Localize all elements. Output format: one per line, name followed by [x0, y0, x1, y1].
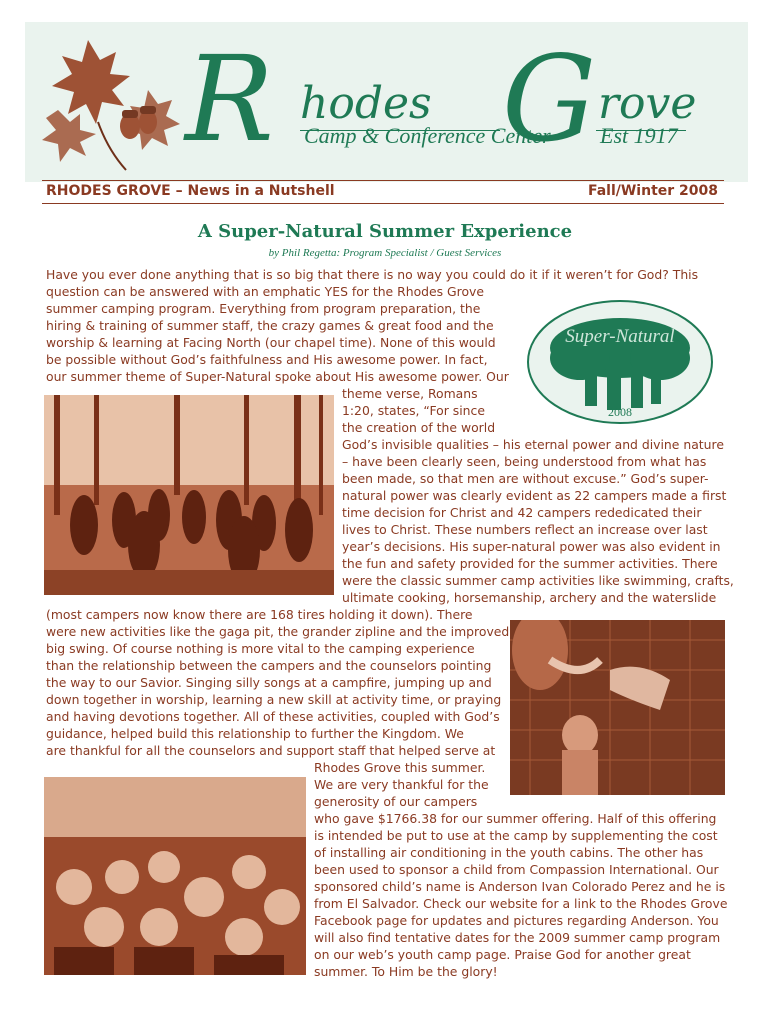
- para1-full: [46, 266, 736, 283]
- logo-year: 2008: [608, 405, 632, 419]
- newsbar-issue: Fall/Winter 2008: [587, 183, 718, 199]
- text-line: of installing air conditioning in the youth cabins. The other has: [314, 845, 704, 860]
- text-line: the creation of the world: [342, 420, 496, 435]
- text-line: Have you ever done anything that is so big that there is no way you could do it if it weren’t for God? This: [46, 267, 699, 282]
- text-line: lives to Christ. These numbers reflect an increase over last: [342, 522, 708, 537]
- text-line: 1:20, states, “For since: [342, 403, 485, 418]
- text-line: guidance, helped build this relationship to further the Kingdom. We: [46, 726, 464, 741]
- masthead-established: Est 1917: [600, 123, 678, 148]
- text-line: Rhodes Grove this summer.: [314, 760, 486, 775]
- text-line: year’s decisions. His super-natural power was also evident in: [342, 539, 721, 554]
- newsbar-bottom-rule: [42, 203, 724, 204]
- para1-left: [46, 283, 516, 385]
- text-line: hiring & training of summer staff, the crazy games & great food and the: [46, 318, 494, 333]
- para2-narrow: [314, 759, 504, 810]
- logo-text: Super-Natural: [565, 326, 675, 347]
- text-line: – have been clearly seen, being understood from what has: [342, 454, 707, 469]
- text-line: theme verse, Romans: [342, 386, 478, 401]
- oak-leaf-acorn-icon: [38, 30, 188, 180]
- text-line: worship & learning at Facing North (our chapel time). None of this would: [46, 335, 496, 350]
- para1-narrow: [342, 385, 512, 436]
- text-line: the way to our Savior. Singing silly songs at a campfire, jumping up and: [46, 675, 492, 690]
- masthead-rove: rove: [598, 78, 697, 129]
- text-line: question can be answered with an emphatic YES for the Rhodes Grove: [46, 284, 485, 299]
- text-line: time decision for Christ and 42 campers rededicated their: [342, 505, 702, 520]
- article-headline: A Super-Natural Summer Experience: [197, 221, 573, 242]
- newsbar-title: RHODES GROVE – News in a Nutshell: [46, 183, 335, 199]
- text-line: the fun and safety provided for the summer activities. There: [342, 556, 718, 571]
- masthead-r-letter: R: [185, 30, 274, 168]
- newsbar-top-rule: [42, 180, 724, 181]
- text-line: God’s invisible qualities – his eternal power and divine nature: [342, 437, 724, 452]
- text-line: and having devotions together. All of these activities, coupled with God’s: [46, 709, 500, 724]
- para1-right: [342, 436, 742, 606]
- text-line: sponsored child’s name is Anderson Ivan Colorado Perez and he is: [314, 879, 726, 894]
- para2-left: [46, 606, 510, 759]
- text-line: than the relationship between the campers and the counselors pointing: [46, 658, 492, 673]
- text-line: down together in worship, learning a new skill at activity time, or praying: [46, 692, 502, 707]
- text-line: from El Salvador. Check our website for a link to the Rhodes Grove: [314, 896, 728, 911]
- text-line: summer. To Him be the glory!: [314, 964, 498, 979]
- text-line: been used to sponsor a child from Compassion International. Our: [314, 862, 719, 877]
- masthead-hodes: hodes: [300, 78, 432, 129]
- text-line: summer camping program. Everything from program preparation, the: [46, 301, 481, 316]
- worship-crowd-photo: [44, 395, 334, 595]
- text-line: (most campers now know there are 168 tires holding it down). There: [46, 607, 473, 622]
- text-line: natural power was clearly evident as 22 campers made a first: [342, 488, 727, 503]
- text-line: We are very thankful for the: [314, 777, 489, 792]
- text-line: who gave $1766.38 for our summer offering. Half of this offering: [314, 811, 717, 826]
- campers-group-photo: [44, 777, 306, 975]
- text-line: be possible without God’s faithfulness and His awesome power. In fact,: [46, 352, 488, 367]
- text-line: on our web’s youth camp page. Praise God for another great: [314, 947, 691, 962]
- text-line: generosity of our campers: [314, 794, 478, 809]
- super-natural-logo: [525, 298, 715, 426]
- text-line: been made, so that men are without excuse.” God’s super-: [342, 471, 709, 486]
- para2-right: [314, 810, 734, 980]
- text-line: is intended be put to use at the camp by supplementing the cost: [314, 828, 718, 843]
- text-line: were new activities like the gaga pit, the grander zipline and the improved: [46, 624, 510, 639]
- text-line: big swing. Of course nothing is more vital to the camping experience: [46, 641, 475, 656]
- established-rule: [596, 130, 686, 131]
- text-line: are thankful for all the counselors and support staff that helped serve at: [46, 743, 496, 758]
- text-line: our summer theme of Super-Natural spoke about His awesome power. Our: [46, 369, 509, 384]
- masthead-subtitle: Camp & Conference Center: [304, 123, 551, 148]
- big-swing-photo: [510, 620, 725, 795]
- text-line: were the classic summer camp activities like swimming, crafts,: [342, 573, 734, 588]
- text-line: ultimate cooking, horsemanship, archery and the waterslide: [342, 590, 717, 605]
- masthead-g-letter: G: [502, 30, 597, 168]
- article-byline: by Phil Regetta: Program Specialist / Guest Services: [268, 247, 502, 259]
- subtitle-rule: [300, 130, 500, 131]
- text-line: Facebook page for updates and pictures regarding Anderson. You: [314, 913, 719, 928]
- text-line: will also find tentative dates for the 2009 summer camp program: [314, 930, 721, 945]
